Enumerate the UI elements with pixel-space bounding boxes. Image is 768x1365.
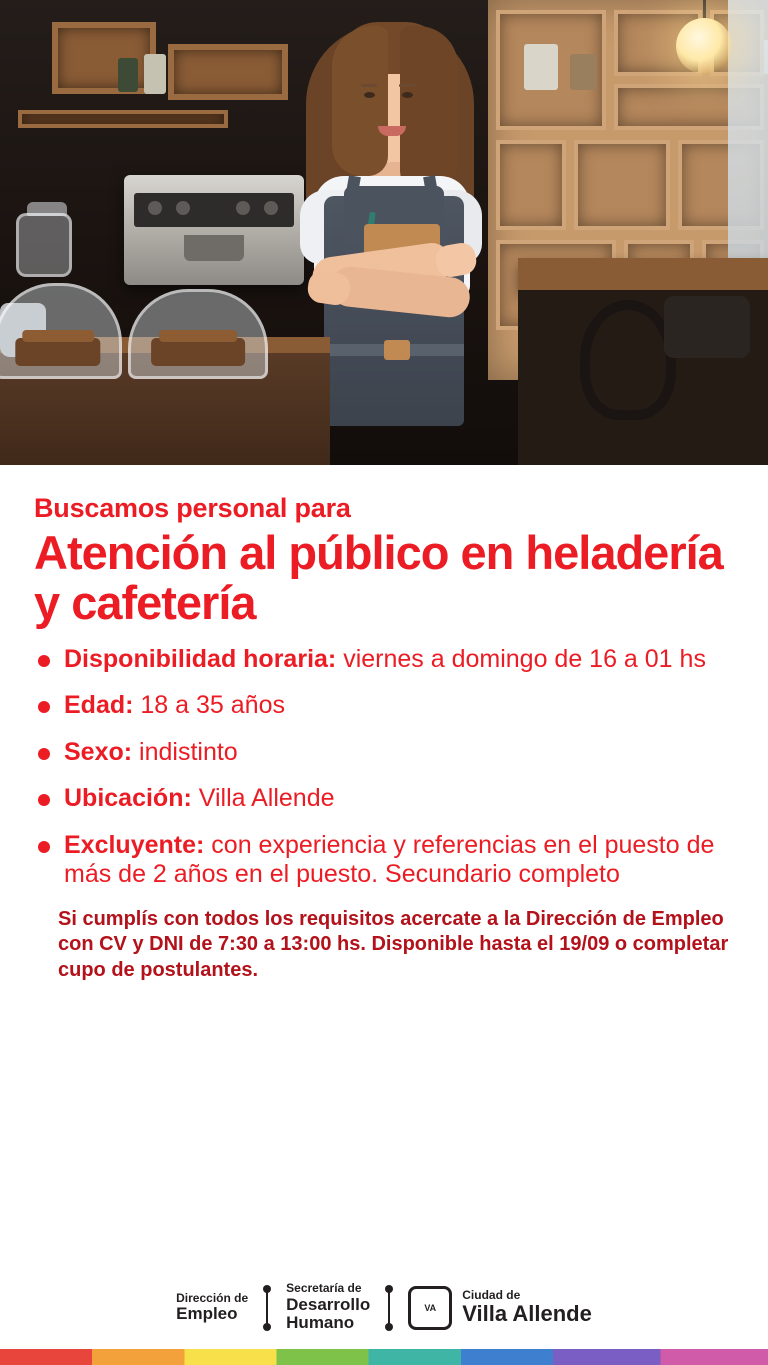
bag [664,296,750,358]
list-item [34,691,734,721]
rainbow-bar [0,1349,768,1365]
shelf-object [570,54,596,90]
cake-dome-icon [128,289,268,379]
logo-line-2: Villa Allende [462,1301,592,1327]
list-item-label: Ubicación: [64,784,192,813]
cafe-table [518,258,768,290]
list-item-value: indistinto [132,737,238,766]
logo-line-1: Ciudad de [462,1288,521,1303]
logo-line-1: Dirección de [176,1290,249,1305]
footer-logos [0,1256,768,1349]
logo-secretaria-desarrollo-humano [286,1282,370,1333]
shelf-box [18,110,228,128]
logo-divider [266,1291,268,1325]
hair-strand-right [400,26,458,191]
logo-divider [388,1291,390,1325]
eyebrow-right [399,84,415,87]
hanging-lamp-icon [676,18,732,74]
eyebrow-text: Buscamos personal para [34,493,351,523]
logo-line-2: Desarrollo [286,1294,371,1314]
chair [580,300,676,420]
shelf-object [118,58,138,92]
requirements-list [34,645,734,890]
list-item [34,738,734,768]
glass-jar [16,213,72,277]
machine-knob [148,201,162,215]
list-item-label: Sexo: [64,737,133,766]
shelf-cell [574,140,670,230]
page-title: Atención al público en heladería y cafetería [34,526,723,630]
shelf-box [52,22,156,94]
window [728,0,768,300]
eyebrow-left [361,84,377,87]
poster-content [0,465,768,1256]
eye-left [364,92,375,98]
list-item [34,831,734,890]
apron-buckle [384,340,410,360]
shelf-object [524,44,558,90]
list-item-value: Villa Allende [191,784,335,813]
city-crest-icon: VA [408,1286,452,1330]
logo-direccion-empleo [176,1292,248,1324]
cake [151,338,245,366]
list-item-value: con experiencia y referencias en el puesto de más de 2 años en el puesto. Secundario completo [64,830,715,889]
list-item [34,645,734,675]
hero-photo [0,0,768,465]
logo-line-1: Secretaría de [286,1281,362,1296]
list-item-label: Disponibilidad horaria: [64,644,337,673]
list-item-label: Excluyente: [64,830,205,859]
eye-right [402,92,413,98]
shelf-object [144,54,166,94]
logo-ciudad-villa-allende [408,1286,592,1330]
list-item-value: 18 a 35 años [133,691,285,720]
hair-strand-left [332,26,388,176]
list-item-value: viernes a domingo de 16 a 01 hs [336,644,706,673]
logo-line-3: Humano [286,1313,355,1333]
list-item-label: Edad: [64,691,134,720]
machine-knob [236,201,250,215]
city-logo-text [462,1289,592,1326]
application-note: Si cumplís con todos los requisitos acercate a la Dirección de Empleo con CV y DNI de 7:30 a 13:00 hs. Disponible hasta el 19/09 o completar cupo de postulantes. [58,907,729,981]
logo-line-2: Empleo [176,1303,238,1323]
machine-spout [184,235,244,261]
list-item [34,784,734,814]
machine-knob [176,201,190,215]
cake [15,338,100,366]
